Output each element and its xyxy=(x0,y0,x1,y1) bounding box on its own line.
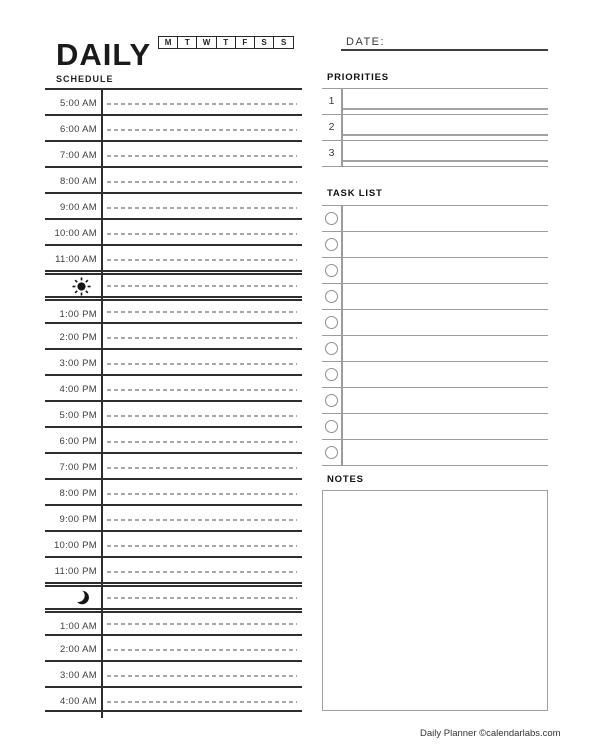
notes-box xyxy=(322,490,548,711)
weekday-letter: M xyxy=(164,37,172,47)
schedule-row xyxy=(45,88,302,114)
tasklist-divider-line xyxy=(341,206,343,466)
time-label: 4:00 AM xyxy=(60,696,97,707)
priorities-table xyxy=(322,88,548,167)
time-label: 7:00 AM xyxy=(60,150,97,161)
priority-row xyxy=(322,141,548,167)
task-checkbox-circle xyxy=(325,316,338,329)
footer-credit: Daily Planner ©calendarlabs.com xyxy=(420,728,561,739)
writing-line xyxy=(107,467,297,469)
task-row xyxy=(322,284,548,310)
writing-line xyxy=(107,493,297,495)
writing-line xyxy=(107,441,297,443)
schedule-row xyxy=(45,530,302,556)
time-label: 2:00 AM xyxy=(60,644,97,655)
priorities-divider-line xyxy=(341,89,343,167)
task-checkbox-circle xyxy=(325,264,338,277)
writing-line xyxy=(341,108,548,110)
writing-line xyxy=(107,675,297,677)
date-write-line xyxy=(341,49,548,51)
task-table xyxy=(322,205,548,466)
time-label: 11:00 PM xyxy=(54,566,97,577)
schedule-row xyxy=(45,608,302,634)
task-checkbox-circle xyxy=(325,446,338,459)
time-label: 9:00 AM xyxy=(60,202,97,213)
schedule-row xyxy=(45,660,302,686)
schedule-row xyxy=(45,400,302,426)
task-row xyxy=(322,310,548,336)
writing-line xyxy=(107,129,297,131)
writing-line xyxy=(107,311,297,313)
time-label: 4:00 PM xyxy=(59,384,97,395)
task-checkbox-circle xyxy=(325,238,338,251)
writing-line xyxy=(107,649,297,651)
priority-row xyxy=(322,115,548,141)
schedule-row xyxy=(45,686,302,712)
writing-line xyxy=(107,103,297,105)
writing-line xyxy=(107,701,297,703)
task-row xyxy=(322,232,548,258)
task-row xyxy=(322,388,548,414)
weekday-cell xyxy=(178,37,197,48)
time-label: 2:00 PM xyxy=(59,332,97,343)
weekday-letter: T xyxy=(184,37,190,47)
writing-line xyxy=(107,155,297,157)
weekday-cell xyxy=(274,37,293,48)
time-label: 5:00 PM xyxy=(59,410,97,421)
weekday-cell xyxy=(236,37,255,48)
writing-line xyxy=(107,519,297,521)
schedule-row-moon xyxy=(45,582,302,608)
weekday-cell xyxy=(159,37,178,48)
time-label: 3:00 AM xyxy=(60,670,97,681)
writing-line xyxy=(341,134,548,136)
time-label: 1:00 PM xyxy=(59,309,97,320)
writing-line xyxy=(107,363,297,365)
time-label: 1:00 AM xyxy=(60,621,97,632)
schedule-row xyxy=(45,114,302,140)
schedule-row xyxy=(45,192,302,218)
writing-line xyxy=(107,337,297,339)
time-label: 5:00 AM xyxy=(60,98,97,109)
task-checkbox-circle xyxy=(325,212,338,225)
writing-line xyxy=(341,160,548,162)
task-checkbox-circle xyxy=(325,368,338,381)
schedule-section-title: SCHEDULE xyxy=(56,74,114,84)
weekday-letter: T xyxy=(223,37,229,47)
task-row xyxy=(322,336,548,362)
time-label: 7:00 PM xyxy=(59,462,97,473)
weekday-letter: W xyxy=(202,37,211,47)
priority-row xyxy=(322,89,548,115)
moon-icon xyxy=(71,589,91,609)
time-label: 6:00 PM xyxy=(59,436,97,447)
writing-line xyxy=(107,623,297,625)
page-title: DAILY xyxy=(56,37,152,72)
time-label: 8:00 PM xyxy=(59,488,97,499)
schedule-row xyxy=(45,296,302,322)
priorities-section-title: PRIORITIES xyxy=(327,72,389,83)
schedule-row xyxy=(45,504,302,530)
writing-line xyxy=(107,597,297,599)
weekday-letter: S xyxy=(261,37,267,47)
writing-line xyxy=(107,571,297,573)
weekday-boxes xyxy=(158,36,294,49)
sun-icon xyxy=(71,277,91,297)
weekday-cell xyxy=(197,37,216,48)
writing-line xyxy=(107,233,297,235)
time-label: 6:00 AM xyxy=(60,124,97,135)
weekday-cell xyxy=(217,37,236,48)
task-checkbox-circle xyxy=(325,394,338,407)
schedule-table xyxy=(45,88,302,712)
schedule-row xyxy=(45,166,302,192)
schedule-row xyxy=(45,634,302,660)
task-checkbox-circle xyxy=(325,420,338,433)
schedule-row xyxy=(45,478,302,504)
task-checkbox-circle xyxy=(325,290,338,303)
schedule-row xyxy=(45,556,302,582)
writing-line xyxy=(107,545,297,547)
schedule-row xyxy=(45,426,302,452)
weekday-cell xyxy=(255,37,274,48)
priority-number: 1 xyxy=(328,95,335,107)
writing-line xyxy=(107,181,297,183)
writing-line xyxy=(107,285,297,287)
priority-number: 2 xyxy=(328,121,335,133)
task-checkbox-circle xyxy=(325,342,338,355)
tasklist-section-title: TASK LIST xyxy=(327,188,383,199)
schedule-row xyxy=(45,452,302,478)
time-label: 11:00 AM xyxy=(55,254,97,265)
schedule-row xyxy=(45,140,302,166)
task-row xyxy=(322,440,548,466)
task-row xyxy=(322,206,548,232)
notes-section-title: NOTES xyxy=(327,474,364,485)
writing-line xyxy=(107,207,297,209)
weekday-letter: S xyxy=(281,37,287,47)
time-label: 9:00 PM xyxy=(59,514,97,525)
schedule-row-sun xyxy=(45,270,302,296)
schedule-row xyxy=(45,218,302,244)
writing-line xyxy=(107,415,297,417)
weekday-letter: F xyxy=(242,37,248,47)
time-label: 3:00 PM xyxy=(59,358,97,369)
schedule-row xyxy=(45,374,302,400)
schedule-row xyxy=(45,322,302,348)
task-row xyxy=(322,362,548,388)
writing-line xyxy=(107,389,297,391)
task-row xyxy=(322,258,548,284)
schedule-row xyxy=(45,244,302,270)
time-label: 10:00 PM xyxy=(53,540,97,551)
task-row xyxy=(322,414,548,440)
priority-number: 3 xyxy=(328,147,335,159)
time-label: 8:00 AM xyxy=(60,176,97,187)
writing-line xyxy=(107,259,297,261)
schedule-row xyxy=(45,348,302,374)
date-label: DATE: xyxy=(346,36,386,48)
time-label: 10:00 AM xyxy=(54,228,97,239)
